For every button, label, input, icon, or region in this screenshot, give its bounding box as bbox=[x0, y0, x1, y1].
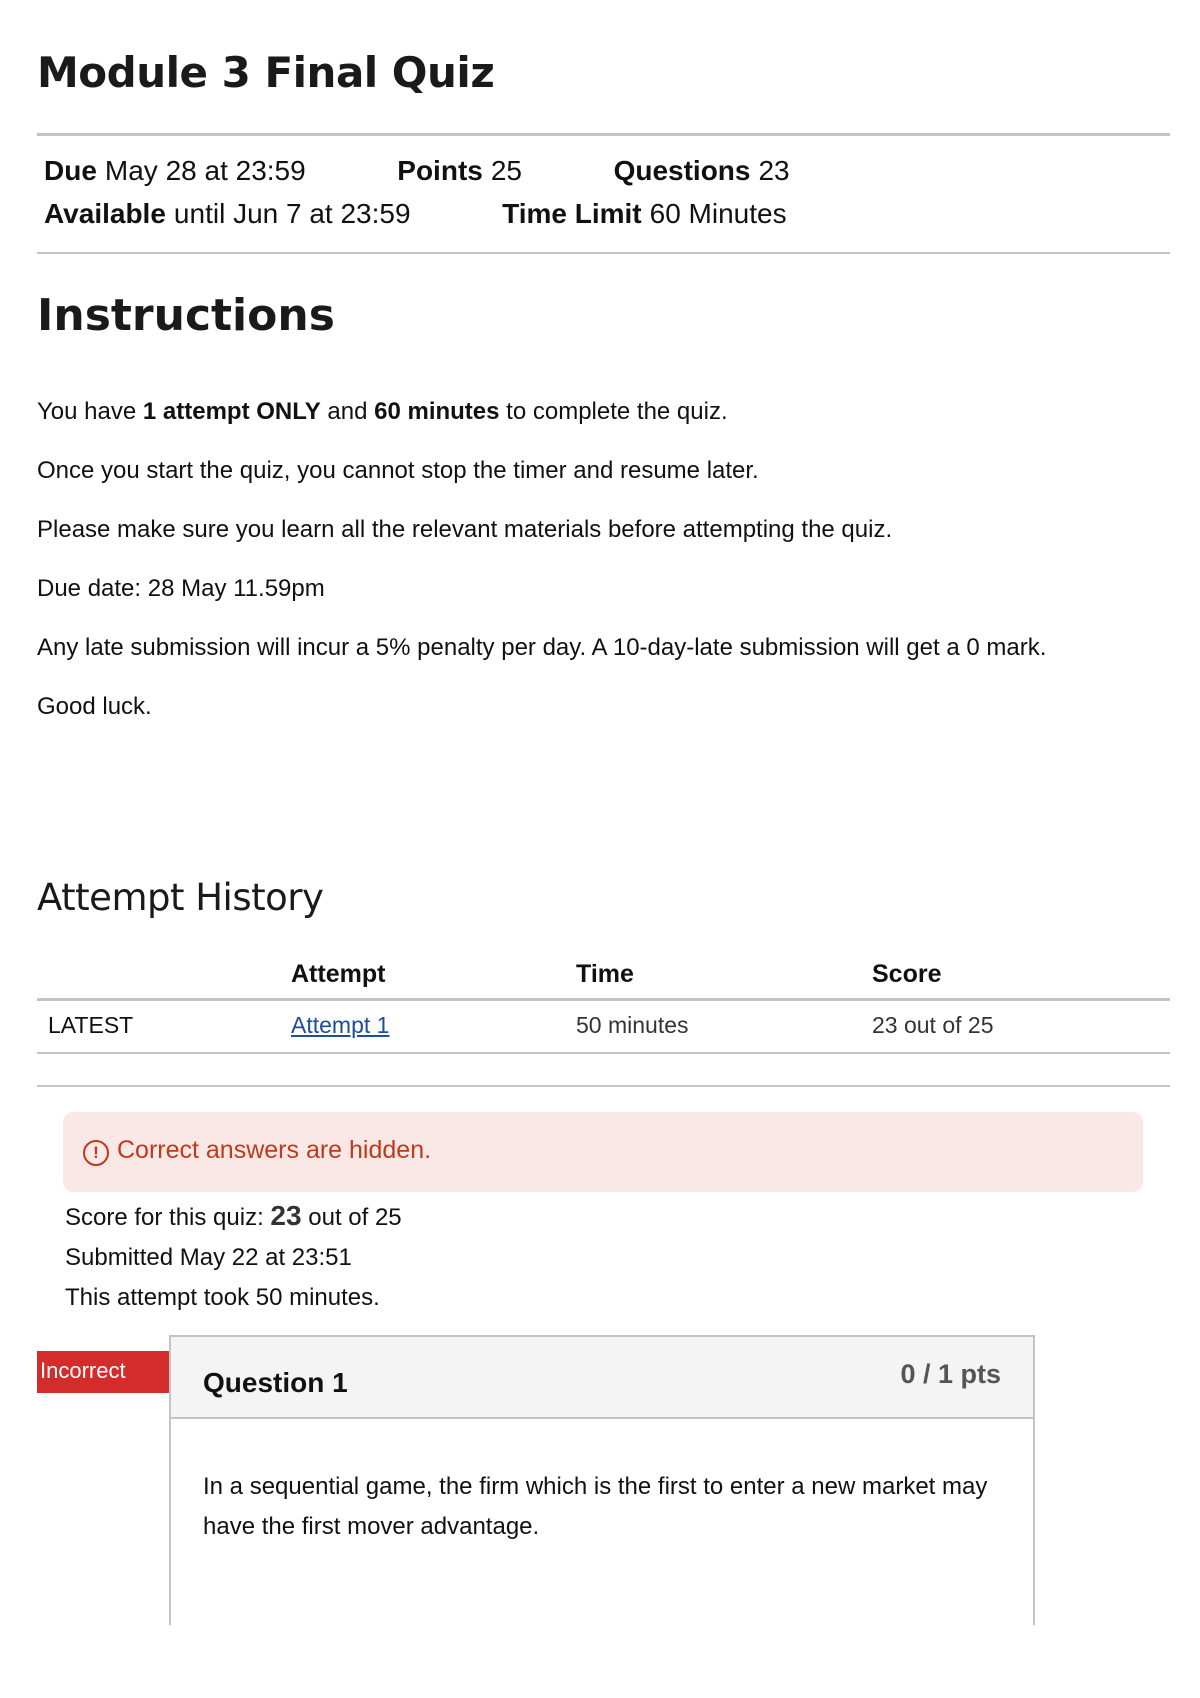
submitted-time: Submitted May 22 at 23:51 bbox=[65, 1244, 352, 1271]
instruction-line-due-date: Due date: 28 May 11.59pm bbox=[37, 575, 325, 602]
time-limit-label: Time Limit bbox=[502, 198, 642, 229]
instruction-text: You have bbox=[37, 398, 143, 425]
due-value: May 28 at 23:59 bbox=[104, 155, 306, 186]
attempt-time: 50 minutes bbox=[576, 1012, 689, 1038]
attempt-row bbox=[291, 1012, 389, 1039]
time-limit-value: 60 Minutes bbox=[649, 198, 787, 229]
divider bbox=[37, 133, 1170, 136]
instruction-line-timer: Once you start the quiz, you cannot stop the timer and resume later. bbox=[37, 457, 759, 484]
attempt-status: LATEST bbox=[48, 1012, 134, 1038]
page-title: Module 3 Final Quiz bbox=[37, 48, 495, 97]
question-title: Question 1 bbox=[203, 1367, 348, 1398]
quiz-meta-row-2 bbox=[44, 198, 787, 230]
score-total: out of 25 bbox=[301, 1204, 402, 1231]
instruction-line-good-luck: Good luck. bbox=[37, 693, 152, 720]
available-value: until Jun 7 at 23:59 bbox=[173, 198, 411, 229]
score-value: 23 bbox=[270, 1200, 302, 1231]
instruction-line-penalty: Any late submission will incur a 5% penalty per day. A 10-day-late submission will get a 0 mark. bbox=[37, 634, 1047, 661]
attempt-score: 23 out of 25 bbox=[872, 1012, 994, 1038]
available-label: Available bbox=[44, 198, 166, 229]
table-row-divider bbox=[37, 1052, 1170, 1054]
quiz-meta-row-1 bbox=[44, 155, 790, 187]
divider bbox=[37, 252, 1170, 254]
attempt-history-heading: Attempt History bbox=[37, 876, 324, 919]
instruction-line-attempts bbox=[37, 398, 728, 426]
questions-label: Questions bbox=[613, 155, 751, 186]
alert-text: Correct answers are hidden. bbox=[117, 1136, 432, 1164]
instructions-heading: Instructions bbox=[37, 290, 335, 341]
question-points: 0 / 1 pts bbox=[900, 1359, 1001, 1389]
incorrect-badge: Incorrect bbox=[37, 1351, 170, 1393]
attempt-duration: This attempt took 50 minutes. bbox=[65, 1284, 380, 1311]
quiz-score bbox=[65, 1200, 402, 1232]
points-label: Points bbox=[397, 155, 483, 186]
answers-hidden-alert bbox=[63, 1112, 1143, 1192]
due-label: Due bbox=[44, 155, 97, 186]
instruction-text: and bbox=[320, 398, 375, 425]
instruction-bold-attempts: 1 attempt ONLY bbox=[142, 398, 321, 425]
instruction-line-materials: Please make sure you learn all the relevant materials before attempting the quiz. bbox=[37, 516, 893, 543]
alert-icon: ! bbox=[83, 1140, 109, 1166]
table-header-divider bbox=[37, 998, 1170, 1001]
column-header-score: Score bbox=[872, 960, 942, 988]
instruction-text: to complete the quiz. bbox=[499, 398, 728, 425]
column-header-attempt: Attempt bbox=[291, 960, 386, 988]
score-label: Score for this quiz: bbox=[65, 1204, 271, 1231]
attempt-link[interactable]: Attempt 1 bbox=[291, 1012, 390, 1038]
instruction-bold-minutes: 60 minutes bbox=[374, 398, 500, 425]
question-text: In a sequential game, the firm which is the first to enter a new market may have the first mover advantage. bbox=[203, 1473, 988, 1540]
questions-value: 23 bbox=[758, 155, 790, 186]
points-value: 25 bbox=[490, 155, 522, 186]
question-header bbox=[171, 1337, 1033, 1419]
divider bbox=[37, 1085, 1170, 1087]
column-header-time: Time bbox=[576, 960, 634, 988]
question-card bbox=[169, 1335, 1035, 1625]
